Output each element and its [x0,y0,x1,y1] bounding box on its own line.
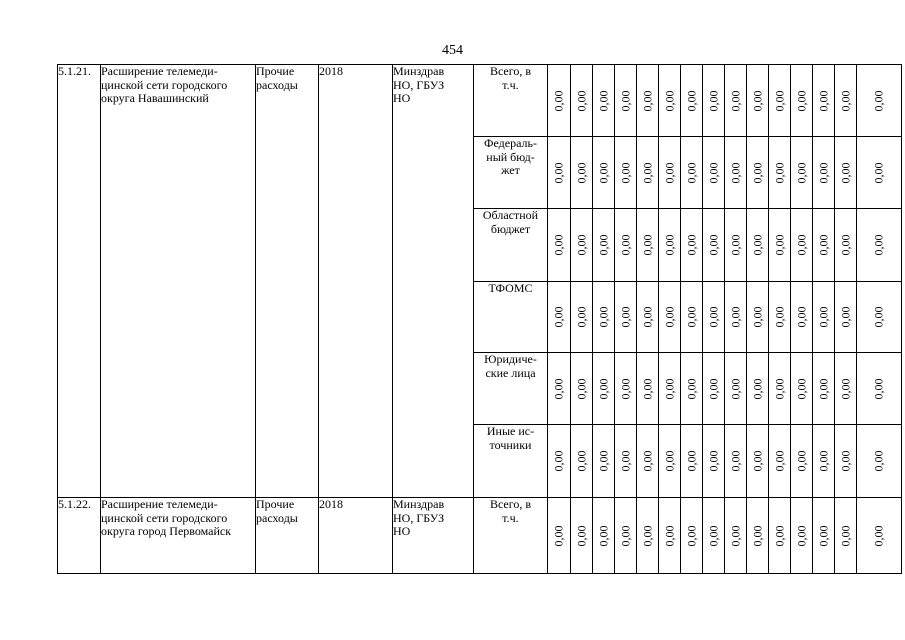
value-cell [857,353,902,425]
funding-source-label: Областной бюджет [482,208,539,236]
value-text: 0,00 [837,306,852,328]
funding-source [474,137,548,209]
value-cell [593,137,615,209]
value-cell [857,425,902,498]
value-text: 0,00 [639,306,654,328]
value-cell [548,137,571,209]
value-cell [659,282,681,353]
value-text: 0,00 [551,525,566,546]
value-text: 0,00 [815,450,830,472]
value-text: 0,00 [793,234,808,256]
value-text: 0,00 [595,234,610,256]
value-cell [769,353,791,425]
funding-source-label: Юридиче- ские лица [484,352,537,380]
value-text: 0,00 [661,450,676,472]
value-cell [681,282,703,353]
value-cell [769,425,791,498]
value-text: 0,00 [683,90,698,111]
item-year [319,65,393,498]
value-cell [593,353,615,425]
value-cell [681,65,703,137]
table-row [58,498,902,574]
value-text: 0,00 [871,90,886,111]
value-cell [615,65,637,137]
value-cell [659,425,681,498]
value-text: 0,00 [661,234,676,256]
value-text: 0,00 [683,162,698,183]
item-year-text: 2018 [319,64,343,78]
value-text: 0,00 [793,306,808,328]
item-name-text: Расширение телемеди- цинской сети городского округа город Первомайск [101,497,232,538]
funding-source [474,498,548,574]
value-cell [659,137,681,209]
value-cell [791,209,813,282]
value-cell [571,498,593,574]
item-code-text: 5.1.21. [58,64,91,78]
value-cell [813,209,835,282]
value-text: 0,00 [573,90,588,111]
value-cell [857,282,902,353]
value-text: 0,00 [705,234,720,256]
value-cell [813,425,835,498]
item-year [319,498,393,574]
item-code-text: 5.1.22. [58,497,91,511]
value-text: 0,00 [551,378,566,399]
value-text: 0,00 [551,162,566,183]
value-text: 0,00 [573,306,588,328]
budget-table [57,64,902,574]
value-text: 0,00 [771,378,786,399]
value-cell [659,353,681,425]
funding-source [474,282,548,353]
value-text: 0,00 [871,234,886,256]
value-cell [637,282,659,353]
value-text: 0,00 [639,234,654,256]
value-cell [548,425,571,498]
value-cell [703,282,725,353]
value-text: 0,00 [749,306,764,328]
value-cell [791,137,813,209]
value-cell [593,209,615,282]
value-text: 0,00 [771,162,786,183]
value-text: 0,00 [727,378,742,399]
funding-source-label: Федераль- ный бюд- жет [484,136,537,177]
value-text: 0,00 [727,162,742,183]
funding-source [474,425,548,498]
value-text: 0,00 [661,525,676,546]
value-cell [835,65,857,137]
value-text: 0,00 [595,450,610,472]
value-text: 0,00 [683,378,698,399]
value-text: 0,00 [617,90,632,111]
value-cell [615,209,637,282]
value-text: 0,00 [837,525,852,546]
value-text: 0,00 [727,234,742,256]
value-cell [857,65,902,137]
value-text: 0,00 [705,450,720,472]
funding-source-label: Всего, в т.ч. [489,497,532,525]
value-cell [769,137,791,209]
value-text: 0,00 [639,450,654,472]
value-text: 0,00 [749,450,764,472]
value-text: 0,00 [639,525,654,546]
value-cell [703,137,725,209]
item-executor-text: Минздрав НО, ГБУЗ НО [393,497,445,538]
value-text: 0,00 [705,162,720,183]
value-cell [615,137,637,209]
value-cell [571,137,593,209]
value-cell [548,282,571,353]
value-text: 0,00 [617,234,632,256]
value-text: 0,00 [815,234,830,256]
value-cell [637,137,659,209]
item-executor-text: Минздрав НО, ГБУЗ НО [393,64,445,105]
value-cell [703,65,725,137]
value-cell [681,353,703,425]
item-year-text: 2018 [319,497,343,511]
value-cell [659,498,681,574]
value-text: 0,00 [815,90,830,111]
value-text: 0,00 [815,378,830,399]
value-cell [681,209,703,282]
value-text: 0,00 [837,90,852,111]
value-cell [548,209,571,282]
value-text: 0,00 [595,525,610,546]
value-text: 0,00 [573,378,588,399]
value-text: 0,00 [617,306,632,328]
value-cell [791,353,813,425]
expense-type-text: Прочие расходы [256,497,298,525]
value-text: 0,00 [551,234,566,256]
value-text: 0,00 [793,525,808,546]
value-cell [747,498,769,574]
value-text: 0,00 [727,90,742,111]
value-text: 0,00 [683,234,698,256]
value-text: 0,00 [793,90,808,111]
value-cell [747,425,769,498]
value-cell [593,498,615,574]
value-text: 0,00 [749,378,764,399]
value-cell [747,353,769,425]
value-text: 0,00 [749,162,764,183]
value-text: 0,00 [871,162,886,183]
value-cell [681,425,703,498]
value-cell [593,282,615,353]
value-text: 0,00 [683,306,698,328]
value-cell [857,498,902,574]
value-cell [813,65,835,137]
value-text: 0,00 [661,90,676,111]
value-cell [637,353,659,425]
value-cell [857,137,902,209]
value-text: 0,00 [705,306,720,328]
expense-type-text: Прочие расходы [256,64,298,92]
item-name [101,65,256,498]
value-cell [681,137,703,209]
value-cell [813,137,835,209]
value-text: 0,00 [573,162,588,183]
value-cell [747,137,769,209]
value-text: 0,00 [595,162,610,183]
value-cell [548,65,571,137]
item-name [101,498,256,574]
value-cell [637,209,659,282]
value-cell [637,498,659,574]
value-text: 0,00 [573,234,588,256]
value-text: 0,00 [771,234,786,256]
value-cell [703,353,725,425]
value-cell [835,282,857,353]
item-executor [393,498,474,574]
item-name-text: Расширение телемеди- цинской сети городского округа Навашинский [101,64,228,105]
funding-source-label: ТФОМС [488,281,533,295]
value-cell [593,65,615,137]
value-text: 0,00 [573,525,588,546]
value-text: 0,00 [705,525,720,546]
value-text: 0,00 [771,306,786,328]
value-text: 0,00 [793,378,808,399]
value-text: 0,00 [871,525,886,546]
value-cell [571,425,593,498]
value-cell [791,282,813,353]
value-cell [703,425,725,498]
value-text: 0,00 [871,450,886,472]
expense-type [256,65,319,498]
value-text: 0,00 [749,525,764,546]
value-cell [571,209,593,282]
value-text: 0,00 [595,306,610,328]
value-cell [857,209,902,282]
funding-source [474,65,548,137]
value-cell [571,282,593,353]
value-cell [747,65,769,137]
table-row [58,65,902,137]
value-text: 0,00 [683,525,698,546]
value-cell [835,353,857,425]
value-cell [615,353,637,425]
value-cell [725,65,747,137]
value-text: 0,00 [749,90,764,111]
value-cell [791,498,813,574]
value-text: 0,00 [837,450,852,472]
value-cell [747,282,769,353]
value-text: 0,00 [551,90,566,111]
value-cell [769,282,791,353]
value-cell [813,282,835,353]
value-cell [615,282,637,353]
value-cell [659,65,681,137]
value-cell [548,353,571,425]
value-cell [791,65,813,137]
value-cell [615,498,637,574]
value-cell [548,498,571,574]
value-text: 0,00 [727,450,742,472]
value-text: 0,00 [661,306,676,328]
value-text: 0,00 [837,378,852,399]
value-text: 0,00 [595,378,610,399]
value-cell [835,209,857,282]
value-cell [681,498,703,574]
value-text: 0,00 [639,90,654,111]
value-text: 0,00 [573,450,588,472]
value-cell [835,498,857,574]
value-text: 0,00 [771,450,786,472]
value-text: 0,00 [617,450,632,472]
value-cell [769,65,791,137]
value-cell [813,353,835,425]
value-cell [703,209,725,282]
value-text: 0,00 [815,306,830,328]
value-text: 0,00 [727,306,742,328]
expense-type [256,498,319,574]
value-text: 0,00 [815,525,830,546]
item-code [58,65,101,498]
value-text: 0,00 [617,525,632,546]
value-text: 0,00 [617,162,632,183]
value-text: 0,00 [771,525,786,546]
value-text: 0,00 [871,378,886,399]
value-cell [637,65,659,137]
value-text: 0,00 [639,162,654,183]
value-cell [725,425,747,498]
value-cell [725,137,747,209]
value-cell [571,353,593,425]
value-cell [725,282,747,353]
value-cell [791,425,813,498]
value-cell [703,498,725,574]
value-text: 0,00 [595,90,610,111]
value-text: 0,00 [749,234,764,256]
value-text: 0,00 [793,450,808,472]
value-text: 0,00 [871,306,886,328]
value-text: 0,00 [551,306,566,328]
value-text: 0,00 [705,378,720,399]
value-cell [747,209,769,282]
value-cell [769,498,791,574]
value-text: 0,00 [793,162,808,183]
funding-source [474,209,548,282]
page-number: 454 [442,43,463,58]
value-cell [835,137,857,209]
value-text: 0,00 [661,162,676,183]
value-cell [593,425,615,498]
value-text: 0,00 [661,378,676,399]
value-cell [659,209,681,282]
value-cell [835,425,857,498]
value-text: 0,00 [551,450,566,472]
value-text: 0,00 [837,234,852,256]
value-text: 0,00 [617,378,632,399]
item-executor [393,65,474,498]
value-text: 0,00 [837,162,852,183]
value-text: 0,00 [771,90,786,111]
value-cell [813,498,835,574]
funding-source-label: Всего, в т.ч. [489,64,532,92]
value-cell [725,498,747,574]
funding-source-label: Иные ис- точники [486,424,535,452]
funding-source [474,353,548,425]
value-cell [725,353,747,425]
item-code [58,498,101,574]
value-text: 0,00 [815,162,830,183]
value-text: 0,00 [705,90,720,111]
value-cell [769,209,791,282]
value-cell [637,425,659,498]
value-cell [725,209,747,282]
value-text: 0,00 [683,450,698,472]
value-cell [571,65,593,137]
value-text: 0,00 [639,378,654,399]
value-text: 0,00 [727,525,742,546]
value-cell [615,425,637,498]
